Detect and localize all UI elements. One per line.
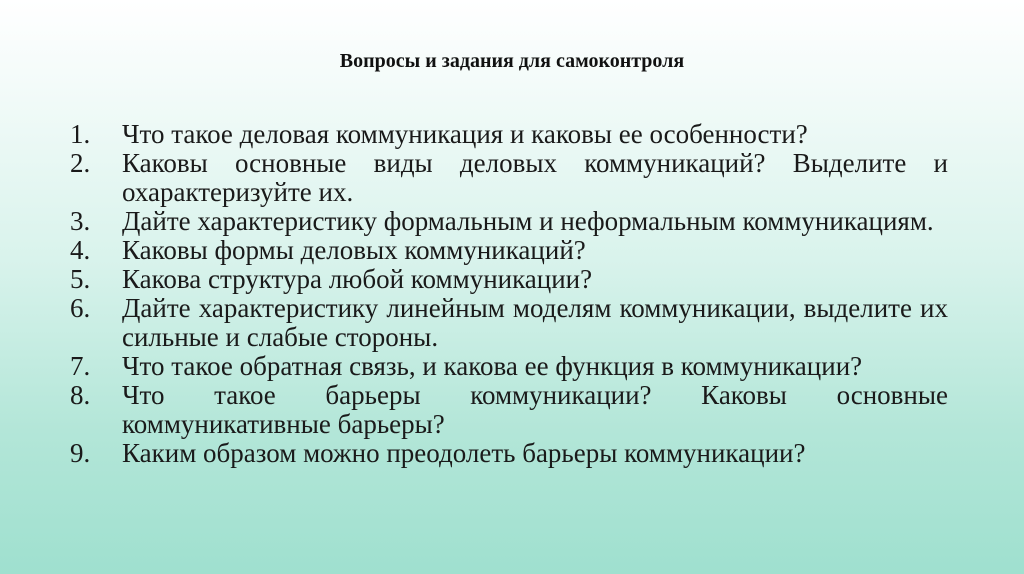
question-item [70, 439, 948, 468]
question-text: Дайте характеристику формальным и неформальным коммуникациям. [122, 206, 934, 236]
question-text: Каковы формы деловых коммуникаций? [122, 235, 586, 265]
question-text: Каким образом можно преодолеть барьеры коммуникации? [122, 438, 806, 468]
question-item [70, 294, 948, 352]
question-text: Дайте характеристику линейным моделям коммуникации, выделите их сильные и слабые стороны. [122, 293, 948, 352]
slide-title: Вопросы и задания для самоконтроля [339, 50, 685, 72]
question-number: 2. [70, 148, 91, 178]
question-item [70, 149, 948, 207]
question-item [70, 236, 948, 265]
question-item [70, 207, 948, 236]
question-item [70, 265, 948, 294]
question-text: Каковы основные виды деловых коммуникаций? Выделите и охарактеризуйте их. [122, 148, 948, 207]
question-number: 1. [70, 119, 91, 149]
question-item [70, 352, 948, 381]
question-item [70, 120, 948, 149]
question-list [70, 120, 948, 468]
question-item [70, 381, 948, 439]
question-number: 5. [70, 264, 91, 294]
question-number: 6. [70, 293, 91, 323]
question-number: 9. [70, 438, 91, 468]
question-text: Что такое барьеры коммуникации? Каковы основные коммуникативные барьеры? [122, 380, 948, 439]
question-number: 4. [70, 235, 91, 265]
question-number: 7. [70, 351, 91, 381]
question-number: 8. [70, 380, 91, 410]
question-number: 3. [70, 206, 91, 236]
question-text: Что такое обратная связь, и какова ее функция в коммуникации? [122, 351, 863, 381]
question-text: Что такое деловая коммуникация и каковы ее особенности? [122, 119, 808, 149]
question-text: Какова структура любой коммуникации? [122, 264, 593, 294]
